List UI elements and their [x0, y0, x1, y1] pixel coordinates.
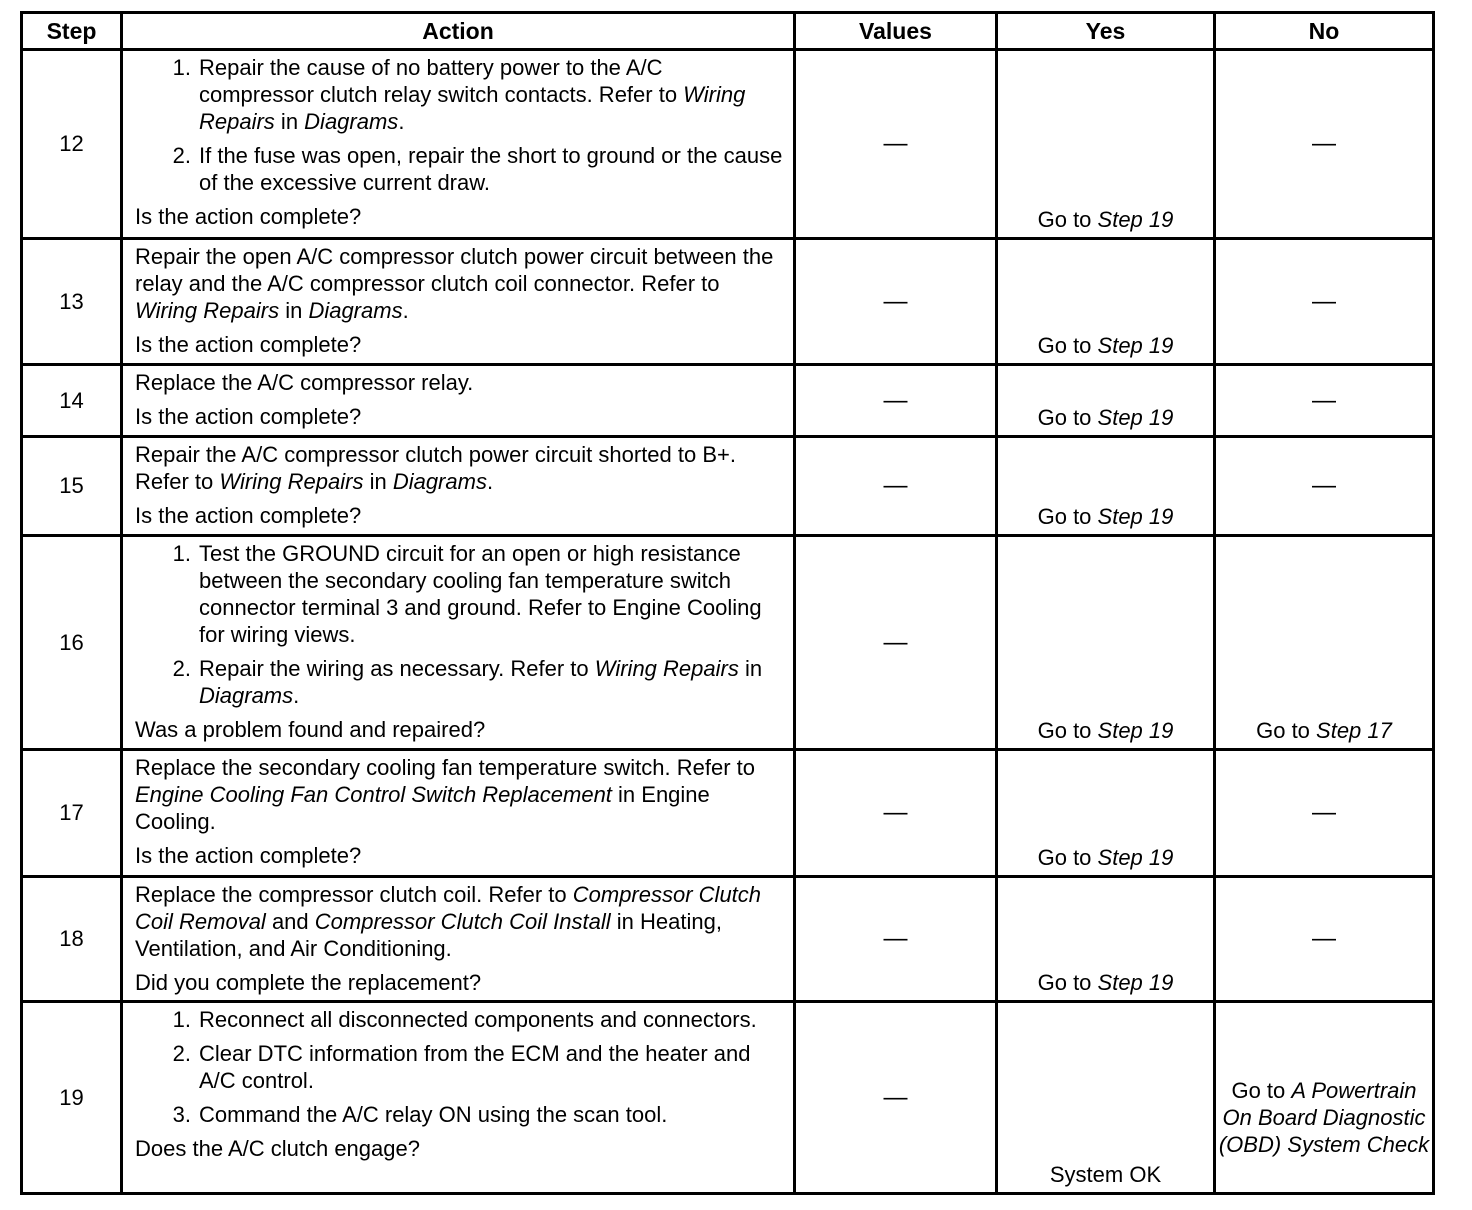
step-number: 16: [22, 536, 122, 750]
question: Does the A/C clutch engage?: [135, 1136, 420, 1161]
yes-cell: System OK: [997, 1002, 1215, 1194]
step-number: 12: [22, 50, 122, 239]
yes-cell: Go to Step 19: [997, 365, 1215, 437]
question: Is the action complete?: [135, 503, 362, 528]
list-item: 1. Reconnect all disconnected components and connectors.: [172, 1007, 757, 1032]
no-cell: —: [1215, 437, 1434, 536]
question: Is the action complete?: [135, 404, 362, 429]
action-cell: Repair the A/C compressor clutch power circuit shorted to B+. Refer to Wiring Repairs in Diagrams. Is the action complete?: [122, 437, 795, 536]
values-cell: —: [795, 536, 997, 750]
no-cell: —: [1215, 877, 1434, 1002]
step-number: 17: [22, 750, 122, 877]
no-cell: —: [1215, 750, 1434, 877]
header-values: Values: [795, 13, 997, 50]
values-cell: —: [795, 437, 997, 536]
diagnostic-table: [20, 11, 1435, 1195]
action-cell: Replace the compressor clutch coil. Refer to Compressor Clutch Coil Removal and Compressor Clutch Coil Install in Heating, Ventilation, and Air Conditioning. Did you complete the replacement?: [122, 877, 795, 1002]
step-number: 19: [22, 1002, 122, 1194]
yes-cell: Go to Step 19: [997, 239, 1215, 365]
question: Was a problem found and repaired?: [135, 717, 486, 742]
question: Did you complete the replacement?: [135, 970, 482, 995]
yes-cell: Go to Step 19: [997, 877, 1215, 1002]
question: Is the action complete?: [135, 204, 362, 229]
yes-cell: Go to Step 19: [997, 750, 1215, 877]
step-number: 15: [22, 437, 122, 536]
list-item: 1. Test the GROUND circuit for an open or high resistance between the secondary cooling fan temperature switch connector terminal 3 and ground. Refer to Engine Cooling for wiring views.: [172, 541, 762, 647]
table-row: [22, 877, 1434, 1002]
action-cell: [122, 536, 795, 750]
header-action: Action: [122, 13, 795, 50]
no-cell: —: [1215, 50, 1434, 239]
header-step: Step: [22, 13, 122, 50]
yes-cell: Go to Step 19: [997, 536, 1215, 750]
table-row: [22, 437, 1434, 536]
step-number: 13: [22, 239, 122, 365]
action-cell: Replace the A/C compressor relay. Is the action complete?: [122, 365, 795, 437]
table-row: [22, 239, 1434, 365]
question: Is the action complete?: [135, 332, 362, 357]
values-cell: —: [795, 365, 997, 437]
values-cell: —: [795, 877, 997, 1002]
table-row: [22, 1002, 1434, 1194]
header-yes: Yes: [997, 13, 1215, 50]
list-item: 3. Command the A/C relay ON using the scan tool.: [172, 1102, 668, 1127]
table-row: [22, 536, 1434, 750]
question: Is the action complete?: [135, 843, 362, 868]
no-cell: Go to Step 17: [1215, 536, 1434, 750]
list-item: 2. Repair the wiring as necessary. Refer to Wiring Repairs in Diagrams.: [172, 656, 763, 708]
list-item: 1. Repair the cause of no battery power to the A/C compressor clutch relay switch contacts. Refer to Wiring Repairs in Diagrams.: [172, 55, 746, 134]
action-cell: [122, 1002, 795, 1194]
step-number: 18: [22, 877, 122, 1002]
no-cell: —: [1215, 365, 1434, 437]
values-cell: —: [795, 50, 997, 239]
values-cell: —: [795, 239, 997, 365]
action-cell: Repair the open A/C compressor clutch power circuit between the relay and the A/C compressor clutch coil connector. Refer to Wiring Repairs in Diagrams. Is the action complete?: [122, 239, 795, 365]
header-no: No: [1215, 13, 1434, 50]
values-cell: —: [795, 1002, 997, 1194]
yes-cell: Go to Step 19: [997, 437, 1215, 536]
no-cell: —: [1215, 239, 1434, 365]
table-row: [22, 50, 1434, 239]
table-row: [22, 365, 1434, 437]
list-item: 2. If the fuse was open, repair the short to ground or the cause of the excessive current draw.: [172, 143, 783, 195]
step-number: 14: [22, 365, 122, 437]
no-cell: Go to A Powertrain On Board Diagnostic (OBD) System Check: [1215, 1002, 1434, 1194]
list-item: 2. Clear DTC information from the ECM and the heater and A/C control.: [172, 1041, 751, 1093]
values-cell: —: [795, 750, 997, 877]
header-row: [22, 13, 1434, 50]
action-cell: Replace the secondary cooling fan temperature switch. Refer to Engine Cooling Fan Control Switch Replacement in Engine Cooling. Is the action complete?: [122, 750, 795, 877]
action-cell: [122, 50, 795, 239]
table-row: [22, 750, 1434, 877]
yes-cell: Go to Step 19: [997, 50, 1215, 239]
